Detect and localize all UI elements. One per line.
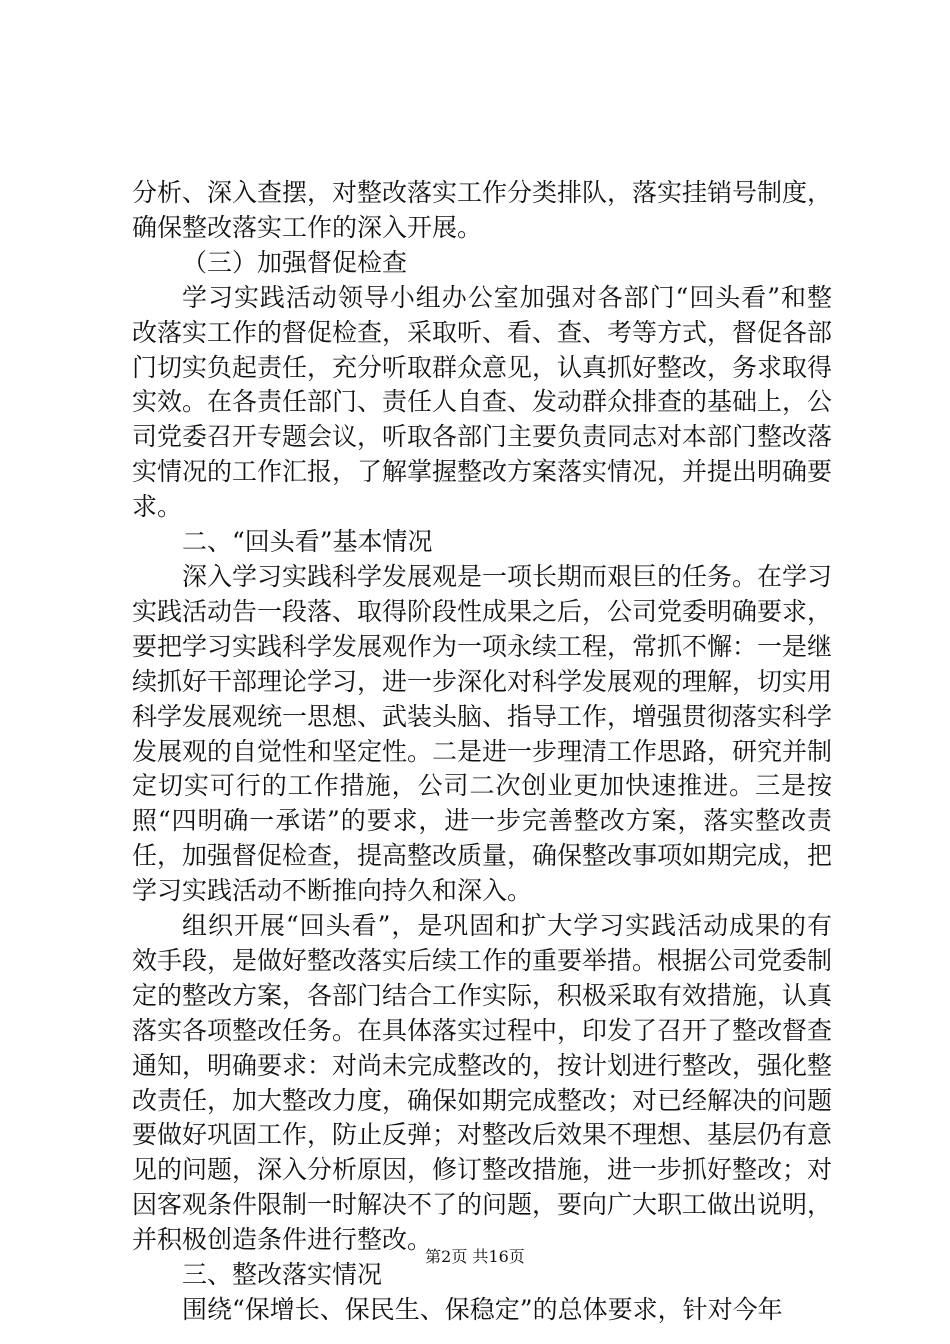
section-heading-supervision: （三）加强督促检查	[182, 247, 408, 277]
paragraph-supervision: 学习实践活动领导小组办公室加强对各部门“回头看”和整改落实工作的督促检查，采取听、看、查、考等方式，督促各部门切实负起责任，充分听取群众意见，认真抓好整改，务求取得实效。在各责任部门、责任人自查、发动群众排查的基础上，公司党委召开专题会议，听取各部门主要负责同志对本部门整改落实情况的工作汇报，了解掌握整改方案落实情况，并提出明确要求。	[132, 282, 833, 522]
document-body	[132, 176, 832, 1328]
paragraph-continued: 分析、深入查摆，对整改落实工作分类排队，落实挂销号制度，确保整改落实工作的深入开展。	[132, 178, 833, 242]
paragraph-review-1: 深入学习实践科学发展观是一项长期而艰巨的任务。在学习实践活动告一段落、取得阶段性成果之后，公司党委明确要求，要把学习实践科学发展观作为一项永续工程，常抓不懈：一是继续抓好干部理论学习，进一步深化对科学发展观的理解，切实用科学发展观统一思想、武装头脑、指导工作，增强贯彻落实科学发展观的自觉性和坚定性。二是进一步理清工作思路，研究并制定切实可行的工作措施，公司二次创业更加快速推进。三是按照“四明确一承诺”的要求，进一步完善整改方案，落实整改责任，加强督促检查，提高整改质量，确保整改事项如期完成，把学习实践活动不断推向持久和深入。	[132, 561, 833, 906]
paragraph-implementation: 围绕“保增长、保民生、保稳定”的总体要求，针对今年	[182, 1295, 783, 1324]
paragraph-review-2: 组织开展“回头看”，是巩固和扩大学习实践活动成果的有效手段，是做好整改落实后续工作的重要举措。根据公司党委制定的整改方案，各部门结合工作实际，积极采取有效措施，认真落实各项整改任务。在具体落实过程中，印发了召开了整改督查通知，明确要求：对尚未完成整改的，按计划进行整改，强化整改责任，加大整改力度，确保如期完成整改；对已经解决的问题要做好巩固工作，防止反弹；对整改后效果不理想、基层仍有意见的问题，深入分析原因，修订整改措施，进一步抓好整改；对因客观条件限制一时解决不了的问题，要向广大职工做出说明，并积极创造条件进行整改。	[132, 911, 833, 1255]
section-heading-implementation: 三、整改落实情况	[182, 1260, 383, 1290]
section-heading-review: 二、“回头看”基本情况	[182, 527, 433, 557]
page-number-footer: 第2页 共16页	[425, 1247, 525, 1266]
